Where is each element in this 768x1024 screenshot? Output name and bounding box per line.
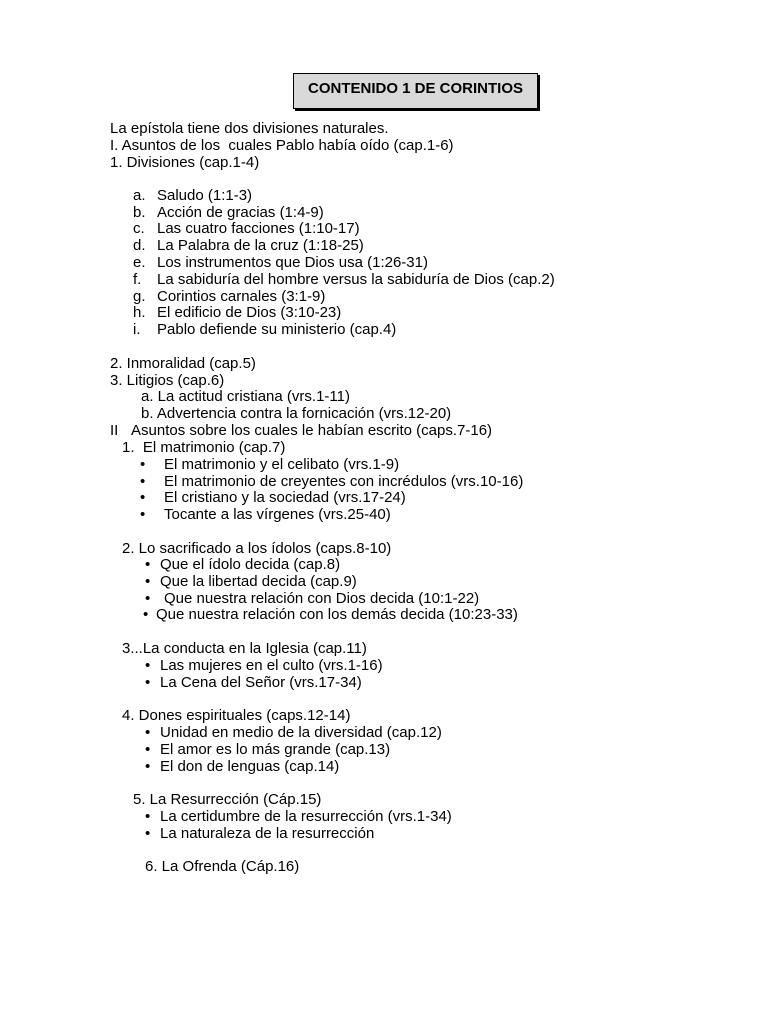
- bullet-icon: •: [145, 674, 151, 691]
- list-item: La Cena del Señor (vrs.17-34): [160, 674, 362, 691]
- divisiones-heading: 1. Divisiones (cap.1-4): [110, 154, 260, 171]
- list-item: El matrimonio y el celibato (vrs.1-9): [164, 456, 400, 473]
- list-item: El amor es lo más grande (cap.13): [160, 741, 391, 758]
- bullet-icon: •: [145, 741, 151, 758]
- inmoralidad-heading: 2. Inmoralidad (cap.5): [110, 355, 256, 372]
- bullet-icon: •: [140, 489, 146, 506]
- section-heading: 4. Dones espirituales (caps.12-14): [122, 707, 351, 724]
- list-item: Que nuestra relación con los demás decida (10:23-33): [156, 606, 518, 623]
- document-title: CONTENIDO 1 DE CORINTIOS: [293, 73, 538, 109]
- bullet-icon: •: [145, 758, 151, 775]
- list-item: El matrimonio de creyentes con incrédulos (vrs.10-16): [164, 473, 524, 490]
- part2-marker: II: [110, 422, 119, 439]
- list-item: Acción de gracias (1:4-9): [157, 204, 324, 221]
- list-item: Saludo (1:1-3): [157, 187, 253, 204]
- list-item: Que el ídolo decida (cap.8): [160, 556, 341, 573]
- list-item: Tocante a las vírgenes (vrs.25-40): [164, 506, 391, 523]
- list-item: Unidad en medio de la diversidad (cap.12): [160, 724, 442, 741]
- list-item: Las cuatro facciones (1:10-17): [157, 220, 360, 237]
- list-item: El don de lenguas (cap.14): [160, 758, 340, 775]
- bullet-icon: •: [143, 606, 149, 623]
- list-item: La Palabra de la cruz (1:18-25): [157, 237, 364, 254]
- bullet-icon: •: [140, 506, 146, 523]
- bullet-icon: •: [145, 657, 151, 674]
- section-heading: 6. La Ofrenda (Cáp.16): [145, 858, 300, 875]
- list-marker: d.: [133, 237, 146, 254]
- bullet-icon: •: [140, 456, 146, 473]
- part1-heading: I. Asuntos de los cuales Pablo había oído (cap.1-6): [110, 137, 454, 154]
- section-heading: 2. Lo sacrificado a los ídolos (caps.8-10): [122, 540, 392, 557]
- list-marker: h.: [133, 304, 146, 321]
- list-item: a. La actitud cristiana (vrs.1-11): [141, 388, 350, 405]
- list-item: Pablo defiende su ministerio (cap.4): [157, 321, 397, 338]
- list-item: La sabiduría del hombre versus la sabiduría de Dios (cap.2): [157, 271, 555, 288]
- list-marker: f.: [133, 271, 142, 288]
- bullet-icon: •: [145, 825, 151, 842]
- list-marker: a.: [133, 187, 146, 204]
- list-item: El edificio de Dios (3:10-23): [157, 304, 342, 321]
- list-marker: g.: [133, 288, 146, 305]
- list-item: Las mujeres en el culto (vrs.1-16): [160, 657, 383, 674]
- bullet-icon: •: [145, 724, 151, 741]
- section-heading: 3...La conducta en la Iglesia (cap.11): [122, 640, 367, 657]
- section-heading: 1. El matrimonio (cap.7): [122, 439, 286, 456]
- bullet-icon: •: [145, 808, 151, 825]
- bullet-icon: •: [145, 556, 151, 573]
- bullet-icon: •: [145, 573, 151, 590]
- list-marker: e.: [133, 254, 146, 271]
- section-heading: 5. La Resurrección (Cáp.15): [133, 791, 322, 808]
- part2-heading: Asuntos sobre los cuales le habían escrito (caps.7-16): [131, 422, 493, 439]
- list-item: La certidumbre de la resurrección (vrs.1-34): [160, 808, 452, 825]
- list-item: b. Advertencia contra la fornicación (vrs.12-20): [141, 405, 452, 422]
- list-item: Que la libertad decida (cap.9): [160, 573, 357, 590]
- litigios-heading: 3. Litigios (cap.6): [110, 372, 225, 389]
- list-marker: b.: [133, 204, 146, 221]
- bullet-icon: •: [140, 473, 146, 490]
- list-item: El cristiano y la sociedad (vrs.17-24): [164, 489, 406, 506]
- intro-line: La epístola tiene dos divisiones naturales.: [110, 120, 389, 137]
- list-marker: c.: [133, 220, 145, 237]
- list-item: Corintios carnales (3:1-9): [157, 288, 326, 305]
- list-item: Que nuestra relación con Dios decida (10:1-22): [164, 590, 480, 607]
- list-item: La naturaleza de la resurrección: [160, 825, 375, 842]
- bullet-icon: •: [145, 590, 151, 607]
- list-marker: i.: [133, 321, 141, 338]
- list-item: Los instrumentos que Dios usa (1:26-31): [157, 254, 428, 271]
